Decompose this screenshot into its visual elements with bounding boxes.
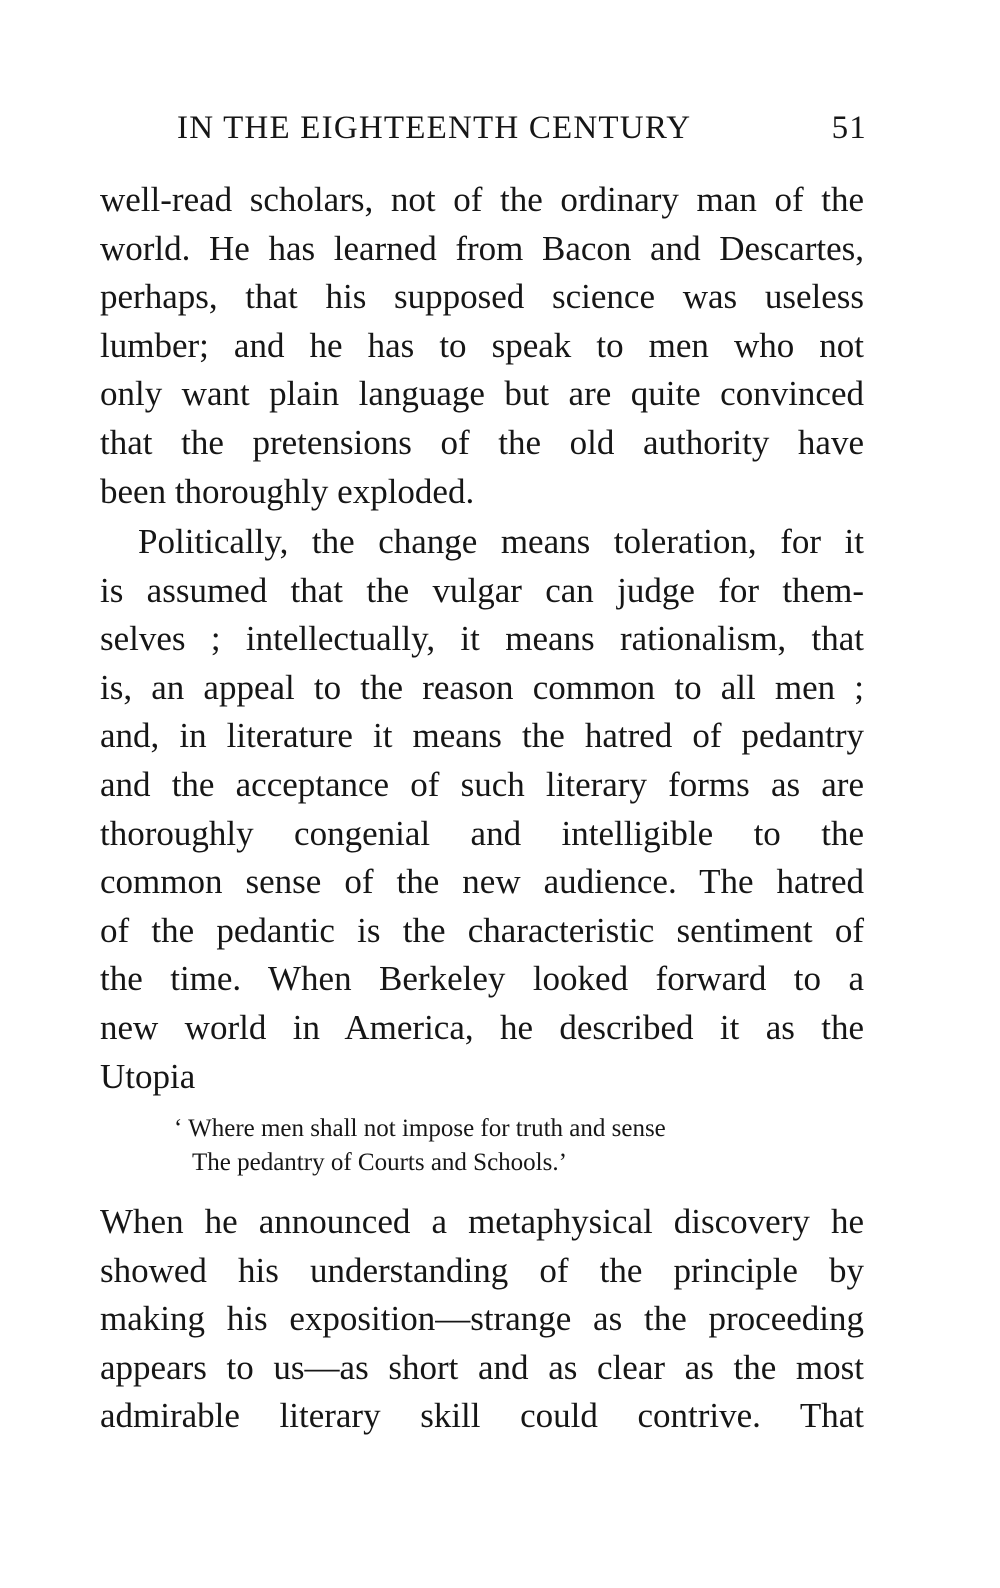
running-head xyxy=(177,110,867,154)
paragraph-1 xyxy=(100,176,864,516)
text-line: world. He has learned from Bacon and Descartes, xyxy=(100,228,864,268)
text-line: appears to us—as short and as clear as the most xyxy=(100,1347,864,1387)
paragraph-2 xyxy=(100,518,864,1101)
text-line: selves ; intellectually, it means rationalism, that xyxy=(100,619,864,659)
text-line: perhaps, that his supposed science was useless xyxy=(100,277,864,317)
text-line: is assumed that the vulgar can judge for them- xyxy=(100,570,864,610)
text-line: of the pedantic is the characteristic sentiment of xyxy=(100,910,864,950)
verse-quotation xyxy=(174,1112,794,1180)
text-line: new world in America, he described it as the xyxy=(100,1007,864,1047)
text-line: been thoroughly exploded. xyxy=(100,471,475,511)
text-line: showed his understanding of the principle by xyxy=(100,1250,864,1290)
text-line: When he announced a metaphysical discovery he xyxy=(100,1202,864,1241)
text-line: well-read scholars, not of the ordinary man of the xyxy=(100,180,864,219)
text-line: that the pretensions of the old authority have xyxy=(100,422,864,462)
quote-line: The pedantry of Courts and Schools.’ xyxy=(192,1149,567,1176)
text-line: lumber; and he has to speak to men who not xyxy=(100,325,864,365)
text-line: the time. When Berkeley looked forward to a xyxy=(100,959,864,999)
text-line: common sense of the new audience. The hatred xyxy=(100,862,864,902)
text-line: Utopia xyxy=(100,1056,196,1096)
page-number: 51 xyxy=(831,110,867,146)
text-line: making his exposition—strange as the proceeding xyxy=(100,1299,864,1339)
text-line: admirable literary skill could contrive. That xyxy=(100,1396,864,1436)
text-line: and the acceptance of such literary forms as are xyxy=(100,764,864,804)
text-line: thoroughly congenial and intelligible to the xyxy=(100,813,864,853)
text-line: Politically, the change means toleration, for it xyxy=(138,522,864,561)
quote-line: ‘ Where men shall not impose for truth and sense xyxy=(174,1115,666,1142)
running-title: IN THE EIGHTEENTH CENTURY xyxy=(177,110,692,146)
text-line: is, an appeal to the reason common to all men ; xyxy=(100,667,864,707)
text-line: only want plain language but are quite convinced xyxy=(100,374,864,414)
text-line: and, in literature it means the hatred of pedantry xyxy=(100,716,864,756)
paragraph-3 xyxy=(100,1198,864,1441)
